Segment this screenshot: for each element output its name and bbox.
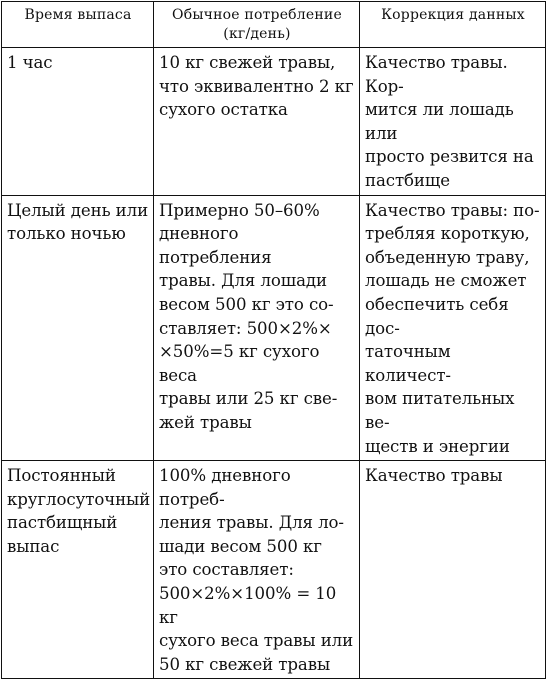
table-row	[2, 48, 546, 196]
header-data-correction: Коррекция данных	[360, 2, 546, 48]
cell-duration: Постоянный круглосуточный пастбищный выпас	[2, 461, 154, 679]
header-usual-consumption: Обычное потребление (кг/день)	[154, 2, 360, 48]
table-row	[2, 461, 546, 679]
cell-consumption: 100% дневного потреб- ления травы. Для ло- шади весом 500 кг это составляет: 500×2%×100% = 10 кг сухого веса травы или 50 кг свежей травы	[154, 461, 360, 679]
cell-consumption: 10 кг свежей травы, что эквивалентно 2 кг сухого остатка	[154, 48, 360, 196]
cell-correction: Качество травы: по- требляя короткую, объеденную траву, лошадь не сможет обеспечить себя дос- таточным количест- вом питательных ве- ществ и энергии	[360, 195, 546, 461]
cell-correction: Качество травы	[360, 461, 546, 679]
cell-duration: Целый день или только ночью	[2, 195, 154, 461]
cell-duration: 1 час	[2, 48, 154, 196]
cell-correction: Качество травы. Кор- мится ли лошадь или просто резвится на пастбище	[360, 48, 546, 196]
table-body	[2, 48, 546, 679]
header-row	[2, 2, 546, 48]
table-header	[2, 2, 546, 48]
table-row	[2, 195, 546, 461]
grazing-table	[1, 1, 546, 679]
cell-consumption: Примерно 50–60% дневного потребления травы. Для лошади весом 500 кг это со- ставляет: 500×2%× ×50%=5 кг сухого веса травы или 25 кг све- жей травы	[154, 195, 360, 461]
header-grazing-time: Время выпаса	[2, 2, 154, 48]
